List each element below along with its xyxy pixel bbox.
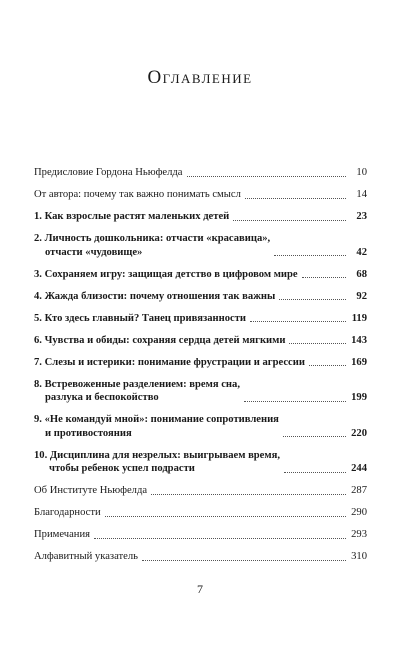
- toc-entry-title: [34, 550, 138, 564]
- toc-entry-page: 199: [351, 392, 367, 403]
- dot-leader: [94, 537, 346, 539]
- toc-entry: [34, 268, 367, 282]
- toc-entry-title-line: 7. Слезы и истерики: понимание фрустрации и агрессии: [34, 356, 305, 368]
- toc-entry-page: 42: [356, 246, 367, 258]
- toc-entry-title: [34, 506, 101, 520]
- toc-entry: [34, 449, 367, 476]
- toc-entry: [34, 550, 367, 564]
- toc-entry-page: 68: [356, 268, 367, 280]
- toc-entry-title: [34, 312, 246, 326]
- toc-entry-title-line: 6. Чувства и обиды: сохраняя сердца детей мягкими: [34, 334, 286, 346]
- toc-entry: [34, 232, 367, 259]
- toc-entry-page: 220: [351, 427, 367, 439]
- toc-entry-title-line: 5. Кто здесь главный? Танец привязанности: [34, 312, 247, 324]
- toc-entry-page: 310: [351, 551, 367, 562]
- toc-entry: [34, 334, 367, 348]
- toc-entry: [34, 210, 367, 224]
- toc-entry-title-line: 3. Сохраняем игру: защищая детство в цифровом мире: [34, 268, 298, 280]
- dot-leader: [151, 493, 346, 495]
- toc-entry-page: 92: [356, 290, 367, 302]
- toc-entry-title: [34, 188, 241, 202]
- toc-entry-title-line: 2. Личность дошкольника: отчасти «красавица»,: [34, 233, 271, 244]
- dot-leader: [289, 342, 346, 344]
- toc-entry: [34, 413, 367, 440]
- toc-entry-title: [34, 210, 229, 224]
- toc-entry-title: [34, 413, 279, 440]
- page-number: 7: [197, 582, 203, 596]
- dot-leader: [105, 515, 346, 517]
- toc-entry-title-line: Благодарности: [34, 507, 101, 518]
- toc-entry-title: [34, 356, 305, 370]
- dot-leader: [142, 559, 346, 561]
- dot-leader: [309, 364, 346, 366]
- toc-entry-title-line: Алфавитный указатель: [34, 551, 138, 562]
- dot-leader: [245, 197, 346, 199]
- toc-entry-title: [34, 166, 183, 180]
- toc-entry: [34, 484, 367, 498]
- toc-entry: [34, 166, 367, 180]
- toc-entry-title-line: разлука и беспокойство: [45, 392, 159, 403]
- dot-leader: [279, 298, 346, 300]
- toc-entry-title-line: Примечания: [34, 529, 90, 540]
- toc-entry-title-line: 4. Жажда близости: почему отношения так важны: [34, 290, 276, 302]
- dot-leader: [302, 276, 346, 278]
- dot-leader: [187, 175, 346, 177]
- toc-entry-title-line: 10. Дисциплина для незрелых: выигрываем время,: [34, 449, 280, 461]
- dot-leader: [244, 400, 346, 402]
- toc-entry-page: 14: [356, 189, 367, 200]
- toc-entry-page: 10: [356, 167, 367, 178]
- toc-entry: [34, 188, 367, 202]
- toc-entry-page: 119: [351, 312, 367, 324]
- toc-entry-title-line: отчасти «чудовище»: [45, 246, 143, 258]
- dot-leader: [274, 254, 346, 256]
- toc-entry-title: [34, 449, 280, 476]
- toc-entry-title-line: чтобы ребенок успел подрасти: [49, 463, 195, 474]
- dot-leader: [250, 320, 346, 322]
- toc-entry-page: 244: [351, 463, 367, 474]
- toc-entry-page: 290: [351, 507, 367, 518]
- toc-entry: [34, 290, 367, 304]
- toc-entry-page: 23: [356, 211, 367, 222]
- toc-entry-title: [34, 378, 240, 405]
- toc-entry: [34, 312, 367, 326]
- toc-entry-title: [34, 232, 270, 259]
- toc-entry-title-line: 9. «Не командуй мной»: понимание сопротивления: [34, 414, 279, 425]
- table-of-contents: [34, 166, 367, 572]
- toc-entry-page: 143: [351, 334, 367, 346]
- toc-entry-page: 287: [351, 485, 367, 496]
- toc-entry: [34, 528, 367, 542]
- toc-entry-title-line: Предисловие Гордона Ньюфелда: [34, 167, 183, 178]
- toc-entry-page: 293: [351, 529, 367, 540]
- dot-leader: [284, 471, 346, 473]
- toc-entry: [34, 506, 367, 520]
- page-title: Оглавление: [147, 67, 253, 88]
- toc-entry-page: 169: [351, 356, 367, 368]
- toc-entry-title-line: и противостояния: [45, 427, 132, 439]
- toc-entry-title: [34, 268, 298, 282]
- dot-leader: [283, 435, 346, 437]
- toc-entry: [34, 356, 367, 370]
- toc-entry-title-line: От автора: почему так важно понимать смысл: [34, 189, 241, 200]
- toc-entry-title: [34, 334, 285, 348]
- toc-entry-title-line: 8. Встревоженные разделением: время сна,: [34, 378, 240, 390]
- toc-entry-title-line: 1. Как взрослые растят маленьких детей: [34, 211, 230, 222]
- toc-entry: [34, 378, 367, 405]
- toc-entry-title: [34, 528, 90, 542]
- toc-entry-title-line: Об Институте Ньюфелда: [34, 485, 148, 496]
- toc-entry-title: [34, 290, 275, 304]
- dot-leader: [233, 219, 346, 221]
- toc-entry-title: [34, 484, 147, 498]
